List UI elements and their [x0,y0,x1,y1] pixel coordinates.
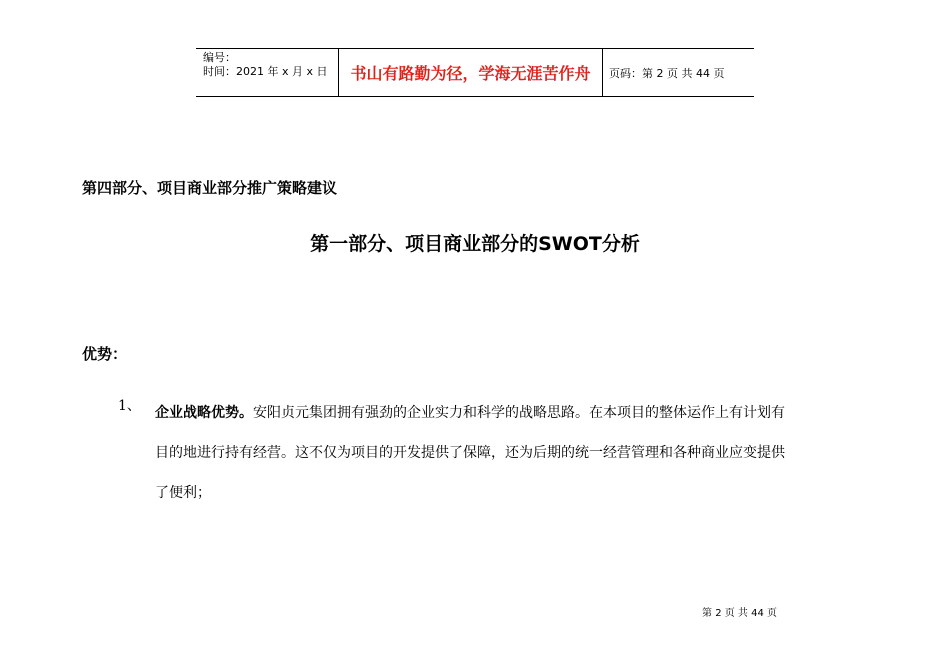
part-title: 第四部分、项目商业部分推广策略建议 [82,179,338,197]
header-meta-cell [196,49,338,96]
list-item-lead: 企业战略优势。 [155,405,253,421]
list-item-number: 1、 [118,398,141,414]
serial-label: 编号： [203,51,236,64]
list-item-line-2: 目的地进行持有经营。这不仅为项目的开发提供了保障，还为后期的统一经营管理和各种商业应变提供 [155,445,785,461]
advantage-heading: 优势： [82,345,128,363]
page-header-table [196,48,754,97]
footer-page-number: 第 2 页 共 44 页 [702,608,777,619]
list-item-text: 安阳贞元集团拥有强劲的企业实力和科学的战略思路。在本项目的整体运作上有计划有 [253,405,785,421]
date-line: 时间：2021 年 x 月 x 日 [203,65,328,78]
list-item [155,393,873,513]
header-slogan: 书山有路勤为径，学海无涯苦作舟 [338,49,603,96]
list-item-line-1 [155,393,873,433]
section-title: 第一部分、项目商业部分的SWOT分析 [310,233,640,255]
header-page-info: 页码：第 2 页 共 44 页 [609,66,725,80]
list-item-line-3: 了便利； [155,485,211,501]
